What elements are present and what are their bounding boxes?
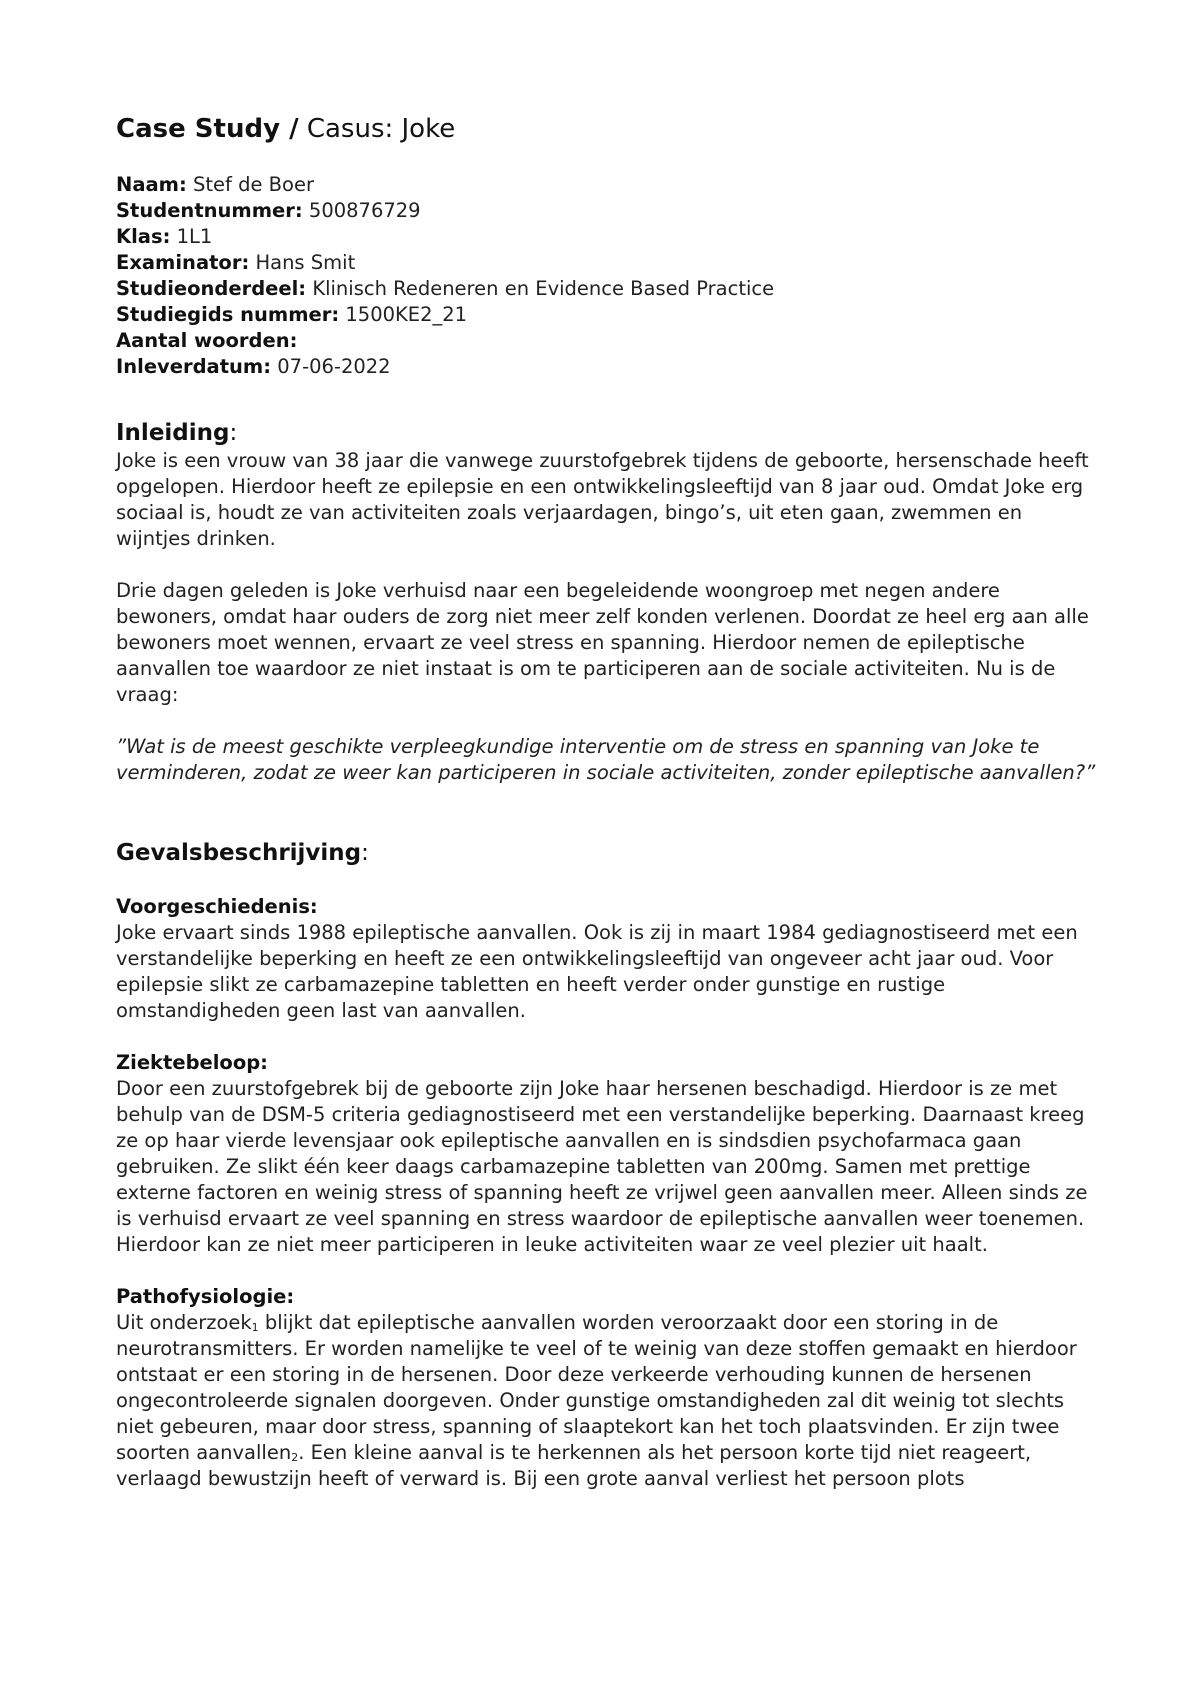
meta-row-studentnummer: Studentnummer: 500876729 xyxy=(116,199,421,222)
voorgeschiedenis-text: Joke ervaart sinds 1988 epileptische aanvallen. Ook is zij in maart 1984 gediagnostiseerd met een verstandelijke beperking en heeft ze een ontwikkelingsleeftijd van ongeveer acht jaar oud. Voor epilepsie slikt ze carbamazepine tabletten en heeft verder onder gunstige en rustige omstandigheden geen last van aanvallen. xyxy=(116,921,1078,1022)
meta-value: Stef de Boer xyxy=(192,173,314,196)
document-title xyxy=(116,112,1101,146)
footnote-ref-1[interactable]: 1 xyxy=(251,1321,259,1334)
student-info xyxy=(116,172,1101,380)
meta-row-examinator: Examinator: Hans Smit xyxy=(116,251,356,274)
title-bold-part: Case Study / xyxy=(116,114,299,144)
meta-row-naam: Naam: Stef de Boer xyxy=(116,173,314,196)
meta-label: Studentnummer xyxy=(116,199,295,222)
meta-label: Inleverdatum xyxy=(116,355,264,378)
meta-label: Studiegids nummer xyxy=(116,303,332,326)
inleiding-paragraph-1: Joke is een vrouw van 38 jaar die vanwege zuurstofgebrek tijdens de geboorte, hersenschade heeft opgelopen. Hierdoor heeft ze epilepsie en een ontwikkelingsleeftijd van 8 jaar oud. Omdat Joke erg sociaal is, houdt ze van activiteiten zoals verjaardagen, bingo’s, uit eten gaan, zwemmen en wijntjes drinken. xyxy=(116,449,1089,550)
meta-value: 500876729 xyxy=(308,199,421,222)
meta-value: 07-06-2022 xyxy=(277,355,391,378)
meta-row-klas: Klas: 1L1 xyxy=(116,225,213,248)
meta-value: 1L1 xyxy=(176,225,213,248)
section-heading-inleiding: Inleiding: xyxy=(116,420,238,446)
pathofysiologie-text: Uit onderzoek$_1$ blijkt dat epileptische aanvallen worden veroorzaakt door een storing in de neurotransmitters. Er worden namelijke te veel of te weinig van deze stoffen gemaakt en hierdoor ontstaat er een storing in de hersenen. Door deze verkeerde verhouding kunnen de hersenen ongecontroleerde signalen doorgeven. Onder gunstige omstandigheden zal dit weinig tot slechts niet gebeuren, maar door stress, spanning of slaaptekort kan het toch plaatsvinden. Er zijn twee soorten aanvallen$_2$. Een kleine aanval is te herkennen als het persoon korte tijd niet reageert, verlaagd bewustzijn heeft of verward is. Bij een grote aanval verliest het persoon plots xyxy=(116,1311,1077,1490)
meta-row-aantal-woorden: Aantal woorden: xyxy=(116,329,298,352)
document-page xyxy=(116,112,1101,1492)
meta-label: Klas xyxy=(116,225,163,248)
meta-row-inleverdatum: Inleverdatum: 07-06-2022 xyxy=(116,355,391,378)
subheading-pathofysiologie: Pathofysiologie: xyxy=(116,1285,295,1308)
meta-row-studieonderdeel: Studieonderdeel: Klinisch Redeneren en Evidence Based Practice xyxy=(116,277,775,300)
meta-label: Aantal woorden xyxy=(116,329,290,352)
meta-row-studiegids: Studiegids nummer: 1500KE2_21 xyxy=(116,303,468,326)
meta-label: Examinator xyxy=(116,251,242,274)
title-rest: Casus: Joke xyxy=(298,114,456,144)
meta-label: Studieonderdeel xyxy=(116,277,299,300)
meta-label: Naam xyxy=(116,173,179,196)
meta-value: 1500KE2_21 xyxy=(345,303,468,326)
meta-value: Klinisch Redeneren en Evidence Based Practice xyxy=(312,277,775,300)
subheading-ziektebeloop: Ziektebeloop: xyxy=(116,1051,268,1074)
research-question: ”Wat is de meest geschikte verpleegkundige interventie om de stress en spanning van Joke te verminderen, zodat ze weer kan participeren in sociale activiteiten, zonder epileptische aanvallen?” xyxy=(116,735,1096,784)
ziektebeloop-text: Door een zuurstofgebrek bij de geboorte zijn Joke haar hersenen beschadigd. Hierdoor is ze met behulp van de DSM-5 criteria gediagnostiseerd met een verstandelijke beperking. Daarnaast kreeg ze op haar vierde levensjaar ook epileptische aanvallen en is sindsdien psychofarmaca gaan gebruiken. Ze slikt één keer daags carbamazepine tabletten van 200mg. Samen met prettige externe factoren en weinig stress of spanning heeft ze vrijwel geen aanvallen meer. Alleen sinds ze is verhuisd ervaart ze veel spanning en stress waardoor de epileptische aanvallen weer toenemen. Hierdoor kan ze niet meer participeren in leuke activiteiten waar ze veel plezier uit haalt. xyxy=(116,1077,1088,1256)
inleiding-paragraph-2: Drie dagen geleden is Joke verhuisd naar een begeleidende woongroep met negen andere bewoners, omdat haar ouders de zorg niet meer zelf konden verlenen. Doordat ze heel erg aan alle bewoners moet wennen, ervaart ze veel stress en spanning. Hierdoor nemen de epileptische aanvallen toe waardoor ze niet instaat is om te participeren aan de sociale activiteiten. Nu is de vraag: xyxy=(116,579,1089,706)
section-heading-gevalsbeschrijving: Gevalsbeschrijving: xyxy=(116,840,369,866)
footnote-ref-2[interactable]: 2 xyxy=(291,1451,299,1464)
subheading-voorgeschiedenis: Voorgeschiedenis: xyxy=(116,895,318,918)
meta-value: Hans Smit xyxy=(255,251,356,274)
